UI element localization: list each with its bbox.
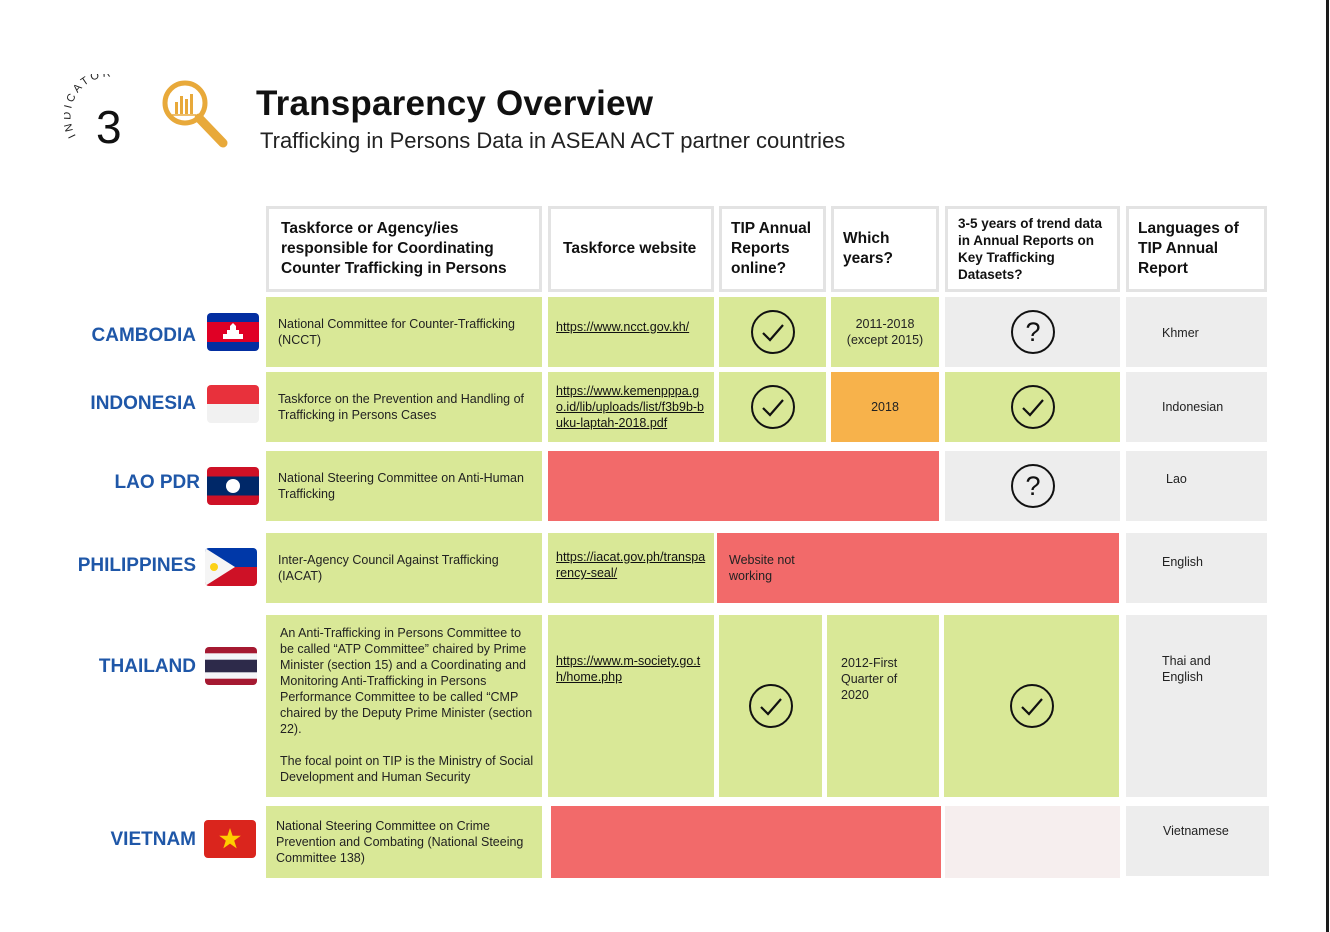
laos-flag — [207, 467, 259, 505]
cambodia-website-link[interactable]: https://www.ncct.gov.kh/ — [548, 297, 714, 367]
magnifier-chart-icon — [158, 78, 234, 154]
indonesia-flag — [207, 385, 259, 423]
country-label-lao: LAO PDR — [114, 472, 200, 493]
thailand-trend-data — [944, 615, 1119, 797]
indicator-number: 3 — [96, 101, 122, 153]
country-label-indonesia: INDONESIA — [90, 393, 196, 414]
country-label-thailand: THAILAND — [98, 656, 196, 677]
thailand-reports-online — [719, 615, 822, 797]
cambodia-flag — [207, 313, 259, 351]
indonesia-language: Indonesian — [1126, 372, 1267, 442]
indicator-label: I CATO — [64, 74, 104, 141]
column-header-languages: Languages of TIP Annual Report — [1126, 206, 1267, 292]
vietnam-flag — [204, 820, 256, 858]
thailand-agency: An Anti-Trafficking in Persons Committee to be called “ATP Committee” chaired by Prime Minister (section 15) and a Coordinating and Monitoring Anti-Trafficking in Persons Performance Committee to be called “CMP chaired by the Deputy Prime Minister (section 22). The focal point on TIP is the Ministry of Social Development and Human Security — [266, 615, 542, 797]
indonesia-website-link[interactable]: https://www.kemenpppa.go.id/lib/uploads/list/f3b9b-buku-laptah-2018.pdf — [548, 372, 714, 442]
cambodia-agency: National Committee for Counter-Trafficking (NCCT) — [266, 297, 542, 367]
indonesia-reports-online — [719, 372, 826, 442]
page-subtitle: Trafficking in Persons Data in ASEAN ACT partner countries — [260, 128, 846, 153]
country-label-cambodia: CAMBODIA — [91, 325, 196, 346]
indonesia-trend-data — [945, 372, 1120, 442]
country-label-vietnam: VIETNAM — [110, 829, 196, 850]
check-icon — [750, 384, 796, 430]
check-icon — [1010, 384, 1056, 430]
svg-text:?: ? — [1024, 471, 1041, 501]
philippines-agency: Inter-Agency Council Against Trafficking (IACAT) — [266, 533, 542, 603]
cambodia-reports-online — [719, 297, 826, 367]
vietnam-trend-data-empty — [945, 806, 1120, 878]
indonesia-agency: Taskforce on the Prevention and Handling of Trafficking in Persons Cases — [266, 372, 542, 442]
philippines-website-note: Website not working — [717, 533, 1119, 603]
vietnam-agency: National Steering Committee on Crime Prevention and Combating (National Steeing Committee 138) — [266, 806, 542, 878]
thailand-years: 2012-First Quarter of 2020 — [827, 615, 939, 797]
check-icon — [1009, 683, 1055, 729]
thailand-language: Thai and English — [1126, 615, 1267, 797]
vietnam-missing-data-block — [551, 806, 941, 878]
page-edge-rule — [1326, 0, 1329, 932]
question-icon — [1010, 463, 1056, 509]
column-header-agency: Taskforce or Agency/ies responsible for Coordinating Counter Trafficking in Persons — [266, 206, 542, 292]
column-header-website: Taskforce website — [548, 206, 714, 292]
philippines-language: English — [1126, 533, 1267, 603]
column-header-reports-online: TIP Annual Reports online? — [719, 206, 826, 292]
column-header-trend-data: 3-5 years of trend data in Annual Reports on Key Trafficking Datasets? — [945, 206, 1120, 292]
cambodia-trend-data — [945, 297, 1120, 367]
lao-missing-data-block — [548, 451, 939, 521]
cambodia-language: Khmer — [1126, 297, 1267, 367]
thailand-website-link[interactable]: https://www.m-society.go.th/home.php — [548, 615, 714, 797]
lao-trend-data — [945, 451, 1120, 521]
svg-text:?: ? — [1024, 317, 1041, 347]
check-icon — [748, 683, 794, 729]
question-icon — [1010, 309, 1056, 355]
thailand-flag — [205, 647, 257, 685]
indonesia-years: 2018 — [831, 372, 939, 442]
lao-language: Lao — [1126, 451, 1267, 521]
cambodia-years: 2011-2018 (except 2015) — [831, 297, 939, 367]
vietnam-language: Vietnamese — [1126, 806, 1269, 876]
country-label-philippines: PHILIPPINES — [77, 555, 196, 576]
lao-agency: National Steering Committee on Anti-Human Trafficking — [266, 451, 542, 521]
check-icon — [750, 309, 796, 355]
column-header-years: Which years? — [831, 206, 939, 292]
philippines-website-link[interactable]: https://iacat.gov.ph/transparency-seal/ — [548, 533, 714, 603]
philippines-flag — [205, 548, 257, 586]
page-title: Transparency Overview — [256, 84, 654, 123]
